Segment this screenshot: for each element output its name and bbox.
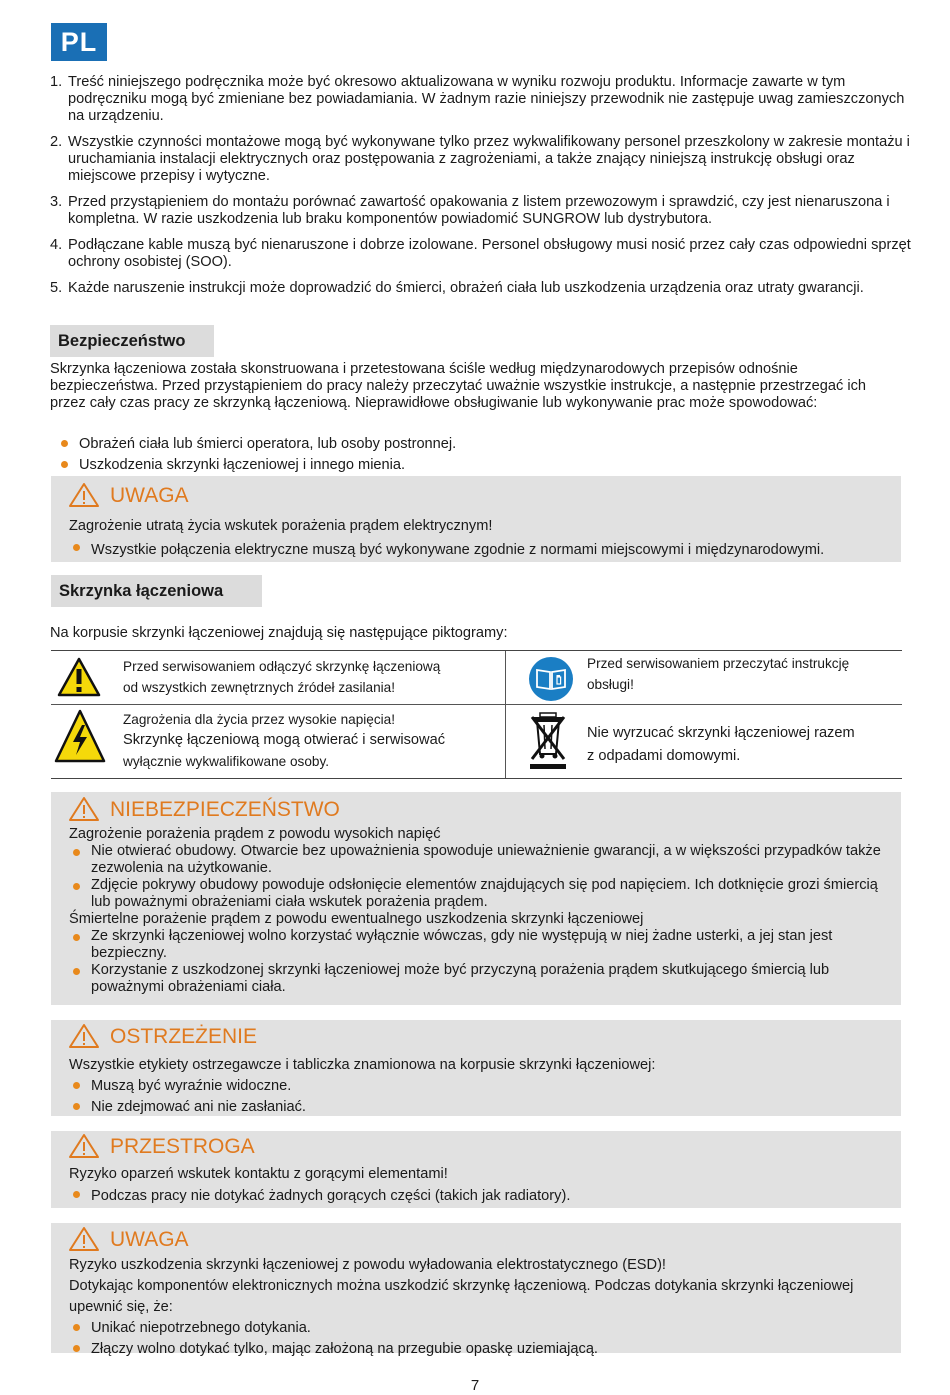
warning-triangle-icon	[68, 1133, 100, 1159]
caution-bullets	[69, 1185, 887, 1207]
list-item: 2. Wszystkie czynności montażowe mogą być wykonywane tylko przez wykwalifikowany personel przeszkolony w zakresie montażu i uruchamiania instalacji elektrycznych oraz postępowania z zagrożeniami, a także znający niniejszą instrukcję obsługi oraz miejscowe przepisy i wytyczne.	[50, 134, 910, 184]
list-item: Unikać niepotrzebnego dotykania.	[69, 1318, 887, 1339]
danger-lead: Śmiertelne porażenie prądem z powodu ewentualnego uszkodzenia skrzynki łączeniowej	[69, 911, 644, 927]
combiner-heading: Skrzynka łączeniowa	[51, 575, 262, 607]
warning-lead: Wszystkie etykiety ostrzegawcze i tabliczka znamionowa na korpusie skrzynki łączeniowej:	[69, 1057, 656, 1073]
warning-triangle-icon	[68, 482, 100, 508]
pictogram-text: Zagrożenia dla życia przez wysokie napięcia! Skrzynkę łączeniową mogą otwierać i serwisować wyłącznie wykwalifikowane osoby.	[123, 712, 445, 769]
caution-lead: Ryzyko oparzeń wskutek kontaktu z gorącymi elementami!	[69, 1166, 448, 1182]
pictogram-table	[51, 650, 902, 779]
notice-lead: Ryzyko uszkodzenia skrzynki łączeniowej z powodu wyładowania elektrostatycznego (ESD)!	[69, 1257, 666, 1273]
notice-lead: Dotykając komponentów elektronicznych można uszkodzić skrzynkę łączeniową. Podczas dotykania skrzynki łączeniowej upewnić się, że:	[69, 1278, 854, 1315]
pictogram-text: Nie wyrzucać skrzynki łączeniowej razem z odpadami domowymi.	[587, 725, 855, 764]
list-item: Nie zdejmować ani nie zasłaniać.	[69, 1097, 887, 1118]
warning-bullets	[69, 1076, 887, 1118]
high-voltage-icon	[54, 709, 106, 764]
list-item: Nie otwierać obudowy. Otwarcie bez upoważnienia spowoduje unieważnienie gwarancji, a w większości przypadków także zezwolenia na użytkowanie.	[69, 843, 887, 877]
page-number: 7	[470, 1377, 480, 1394]
notice-box: UWAGA Ryzyko uszkodzenia skrzynki łączeniowej z powodu wyładowania elektrostatycznego (ESD)! Dotykając komponentów elektronicznych można uszkodzić skrzynkę łączeniową. Podczas dotykania skrzynki łączeniowej upewnić się, że: Unikać niepotrzebnego dotykania. Złączy wolno dotykać tylko, mając założoną na przegubie opaskę uziemiającą.	[51, 1223, 901, 1353]
caution-body	[69, 1163, 887, 1207]
danger-bullets	[69, 928, 887, 996]
list-item: Podczas pracy nie dotykać żadnych gorących części (takich jak radiatory).	[69, 1185, 887, 1207]
list-item: 1. Treść niniejszego podręcznika może być okresowo aktualizowana w wyniku rozwoju produktu. Informacje zawarte w tym podręczniku mogą być zmieniane bez powiadamiania. W żadnym razie niniejszy przewodnik nie zastępuje uwag zamieszczonych na urządzeniu.	[50, 74, 905, 124]
warning-body	[69, 1055, 887, 1118]
language-badge: PL	[51, 23, 107, 61]
safety-text: Skrzynka łączeniowa została skonstruowana i przetestowana ściśle według międzynarodowych przepisów odnośnie bezpieczeństwa. Przed przystąpieniem do pracy należy przeczytać uważnie wszystkie instrukcje, a następnie przestrzegać ich przez cały czas pracy ze skrzynką łączeniową. Nieprawidłowe obsługiwanie lub wykonywanie prac może spowodować:	[50, 361, 867, 411]
list-item: Obrażeń ciała lub śmierci operatora, lub osoby postronnej.	[57, 434, 857, 455]
list-item: Uszkodzenia skrzynki łączeniowej i innego mienia.	[57, 455, 857, 476]
warning-triangle-icon	[68, 1226, 100, 1252]
list-item: Zdjęcie pokrywy obudowy powoduje odsłonięcie elementów znajdujących się pod napięciem. Ich dotknięcie grozi śmiercią lub poważnymi obrażeniami ciała wskutek porażenia prądem.	[69, 877, 887, 911]
danger-body	[69, 826, 887, 996]
notice-body	[69, 1255, 887, 1360]
pictogram-text: Przed serwisowaniem odłączyć skrzynkę łączeniową od wszystkich zewnętrznych źródeł zasilania!	[123, 659, 441, 695]
pictogram-text: Przed serwisowaniem przeczytać instrukcję obsługi!	[587, 656, 850, 692]
list-item: 4. Podłączane kable muszą być nienaruszone i dobrze izolowane. Personel obsługowy musi nosić przez cały czas odpowiedni sprzęt ochrony osobistej (SOO).	[50, 237, 911, 270]
list-item: Muszą być wyraźnie widoczne.	[69, 1076, 887, 1097]
notice-bullets	[69, 1318, 887, 1360]
warning-box: OSTRZEŻENIE Wszystkie etykiety ostrzegawcze i tabliczka znamionowa na korpusie skrzynki łączeniowej: Muszą być wyraźnie widoczne. Nie zdejmować ani nie zasłaniać.	[51, 1020, 901, 1116]
weee-bin-icon	[528, 709, 570, 771]
list-item: Złączy wolno dotykać tylko, mając założoną na przegubie opaskę uziemiającą.	[69, 1339, 887, 1360]
safety-bullets	[57, 434, 857, 476]
warning-triangle-icon	[68, 796, 100, 822]
combiner-intro: Na korpusie skrzynki łączeniowej znajdują się następujące piktogramy:	[50, 625, 508, 641]
notice-box: UWAGA Zagrożenie utratą życia wskutek porażenia prądem elektrycznym! Wszystkie połączenia elektryczne muszą być wykonywane zgodnie z normami miejscowymi i międzynarodowymi.	[51, 476, 901, 562]
notice-bullets	[69, 538, 887, 562]
intro-list	[50, 74, 912, 306]
notice-body	[69, 514, 887, 562]
caution-box: PRZESTROGA Ryzyko oparzeń wskutek kontaktu z gorącymi elementami! Podczas pracy nie dotykać żadnych gorących części (takich jak radiatory).	[51, 1131, 901, 1208]
list-item: 5. Każde naruszenie instrukcji może doprowadzić do śmierci, obrażeń ciała lub uszkodzenia urządzenia oraz utraty gwarancji.	[50, 280, 864, 296]
list-item: Wszystkie połączenia elektryczne muszą być wykonywane zgodnie z normami miejscowymi i międzynarodowymi.	[69, 538, 887, 562]
list-item: 3. Przed przystąpieniem do montażu porównać zawartość opakowania z listem przewozowym i sprawdzić, czy jest nienaruszona i kompletna. W razie uszkodzenia lub braku komponentów powiadomić SUNGROW lub dystrybutora.	[50, 194, 890, 227]
danger-bullets	[69, 843, 887, 911]
danger-lead: Zagrożenie porażenia prądem z powodu wysokich napięć	[69, 826, 441, 842]
list-item: Korzystanie z uszkodzonej skrzynki łączeniowej może być przyczyną porażenia prądem skutkującego śmiercią lub poważnymi obrażeniami ciała.	[69, 962, 887, 996]
danger-box: NIEBEZPIECZEŃSTWO Zagrożenie porażenia prądem z powodu wysokich napięć Nie otwierać obudowy. Otwarcie bez upoważnienia spowoduje unieważnienie gwarancji, a w większości przypadków także zezwolenia na użytkowanie. Zdjęcie pokrywy obudowy powoduje odsłonięcie elementów znajdujących się pod napięciem. Ich dotknięcie grozi śmiercią lub poważnymi obrażeniami ciała wskutek porażenia prądem. Śmiertelne porażenie prądem z powodu ewentualnego uszkodzenia skrzynki łączeniowej Ze skrzynki łączeniowej wolno korzystać wyłącznie wówczas, gdy nie występują w niej żadne usterki, a jej stan jest bezpieczny. Korzystanie z uszkodzonej skrzynki łączeniowej może być przyczyną porażenia prądem skutkującego śmiercią lub poważnymi obrażeniami ciała.	[51, 792, 901, 1005]
list-item: Ze skrzynki łączeniowej wolno korzystać wyłącznie wówczas, gdy nie występują w niej żadne usterki, a jej stan jest bezpieczny.	[69, 928, 887, 962]
read-manual-icon	[528, 656, 574, 702]
general-warning-icon	[57, 657, 101, 697]
notice-lead: Zagrożenie utratą życia wskutek porażenia prądem elektrycznym!	[69, 518, 493, 534]
safety-heading: Bezpieczeństwo	[50, 325, 214, 357]
warning-triangle-icon	[68, 1023, 100, 1049]
